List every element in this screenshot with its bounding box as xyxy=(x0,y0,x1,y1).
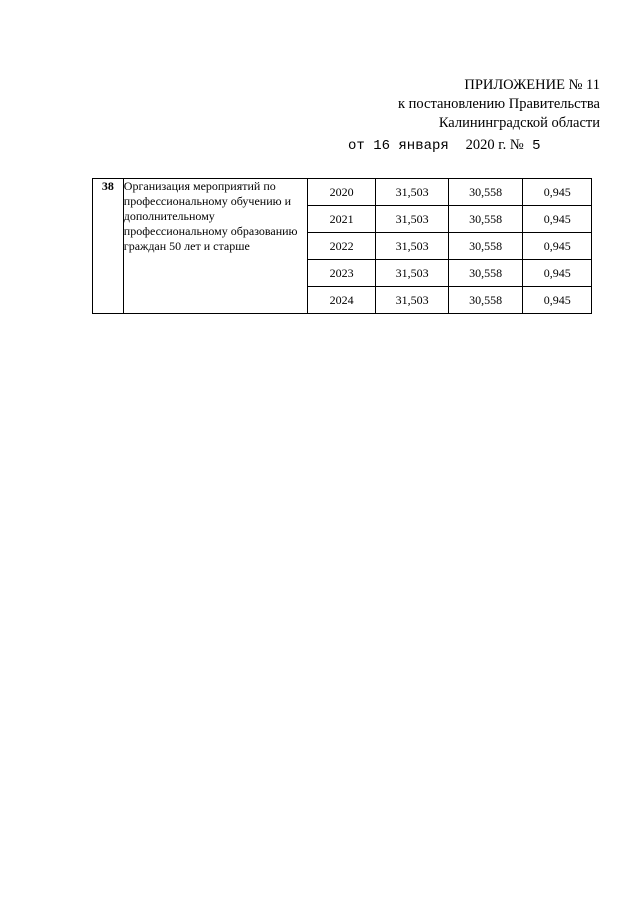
document-header xyxy=(300,76,600,156)
row-number-cell: 38 xyxy=(93,179,124,314)
value-2-cell: 30,558 xyxy=(448,287,523,314)
value-1-cell: 31,503 xyxy=(376,260,449,287)
value-2-cell: 30,558 xyxy=(448,260,523,287)
header-line-region: Калининградской области xyxy=(438,115,600,131)
data-table xyxy=(92,178,592,314)
value-2-cell: 30,558 xyxy=(448,233,523,260)
table-row xyxy=(93,179,592,206)
value-3-cell: 0,945 xyxy=(523,179,592,206)
header-date-line xyxy=(300,136,600,156)
year-cell: 2021 xyxy=(307,206,375,233)
year-cell: 2020 xyxy=(307,179,375,206)
value-2-cell: 30,558 xyxy=(448,206,523,233)
value-1-cell: 31,503 xyxy=(376,179,449,206)
year-cell: 2023 xyxy=(307,260,375,287)
data-table-body xyxy=(93,179,592,314)
value-3-cell: 0,945 xyxy=(523,260,592,287)
header-line-decree: к постановлению Правительства xyxy=(398,96,600,112)
value-3-cell: 0,945 xyxy=(523,233,592,260)
value-2-cell: 30,558 xyxy=(448,179,523,206)
value-3-cell: 0,945 xyxy=(523,206,592,233)
date-year: 2020 г. № xyxy=(465,137,524,153)
year-cell: 2024 xyxy=(307,287,375,314)
value-1-cell: 31,503 xyxy=(376,206,449,233)
year-cell: 2022 xyxy=(307,233,375,260)
value-1-cell: 31,503 xyxy=(376,233,449,260)
appendix-title: ПРИЛОЖЕНИЕ № 11 xyxy=(464,77,600,93)
description-cell: Организация мероприятий по профессиональному обучению и дополнительному профессиональному образованию граждан 50 лет и старше xyxy=(123,179,307,314)
date-prefix: от 16 января xyxy=(348,138,449,154)
decree-number: 5 xyxy=(532,138,541,154)
value-1-cell: 31,503 xyxy=(376,287,449,314)
value-3-cell: 0,945 xyxy=(523,287,592,314)
